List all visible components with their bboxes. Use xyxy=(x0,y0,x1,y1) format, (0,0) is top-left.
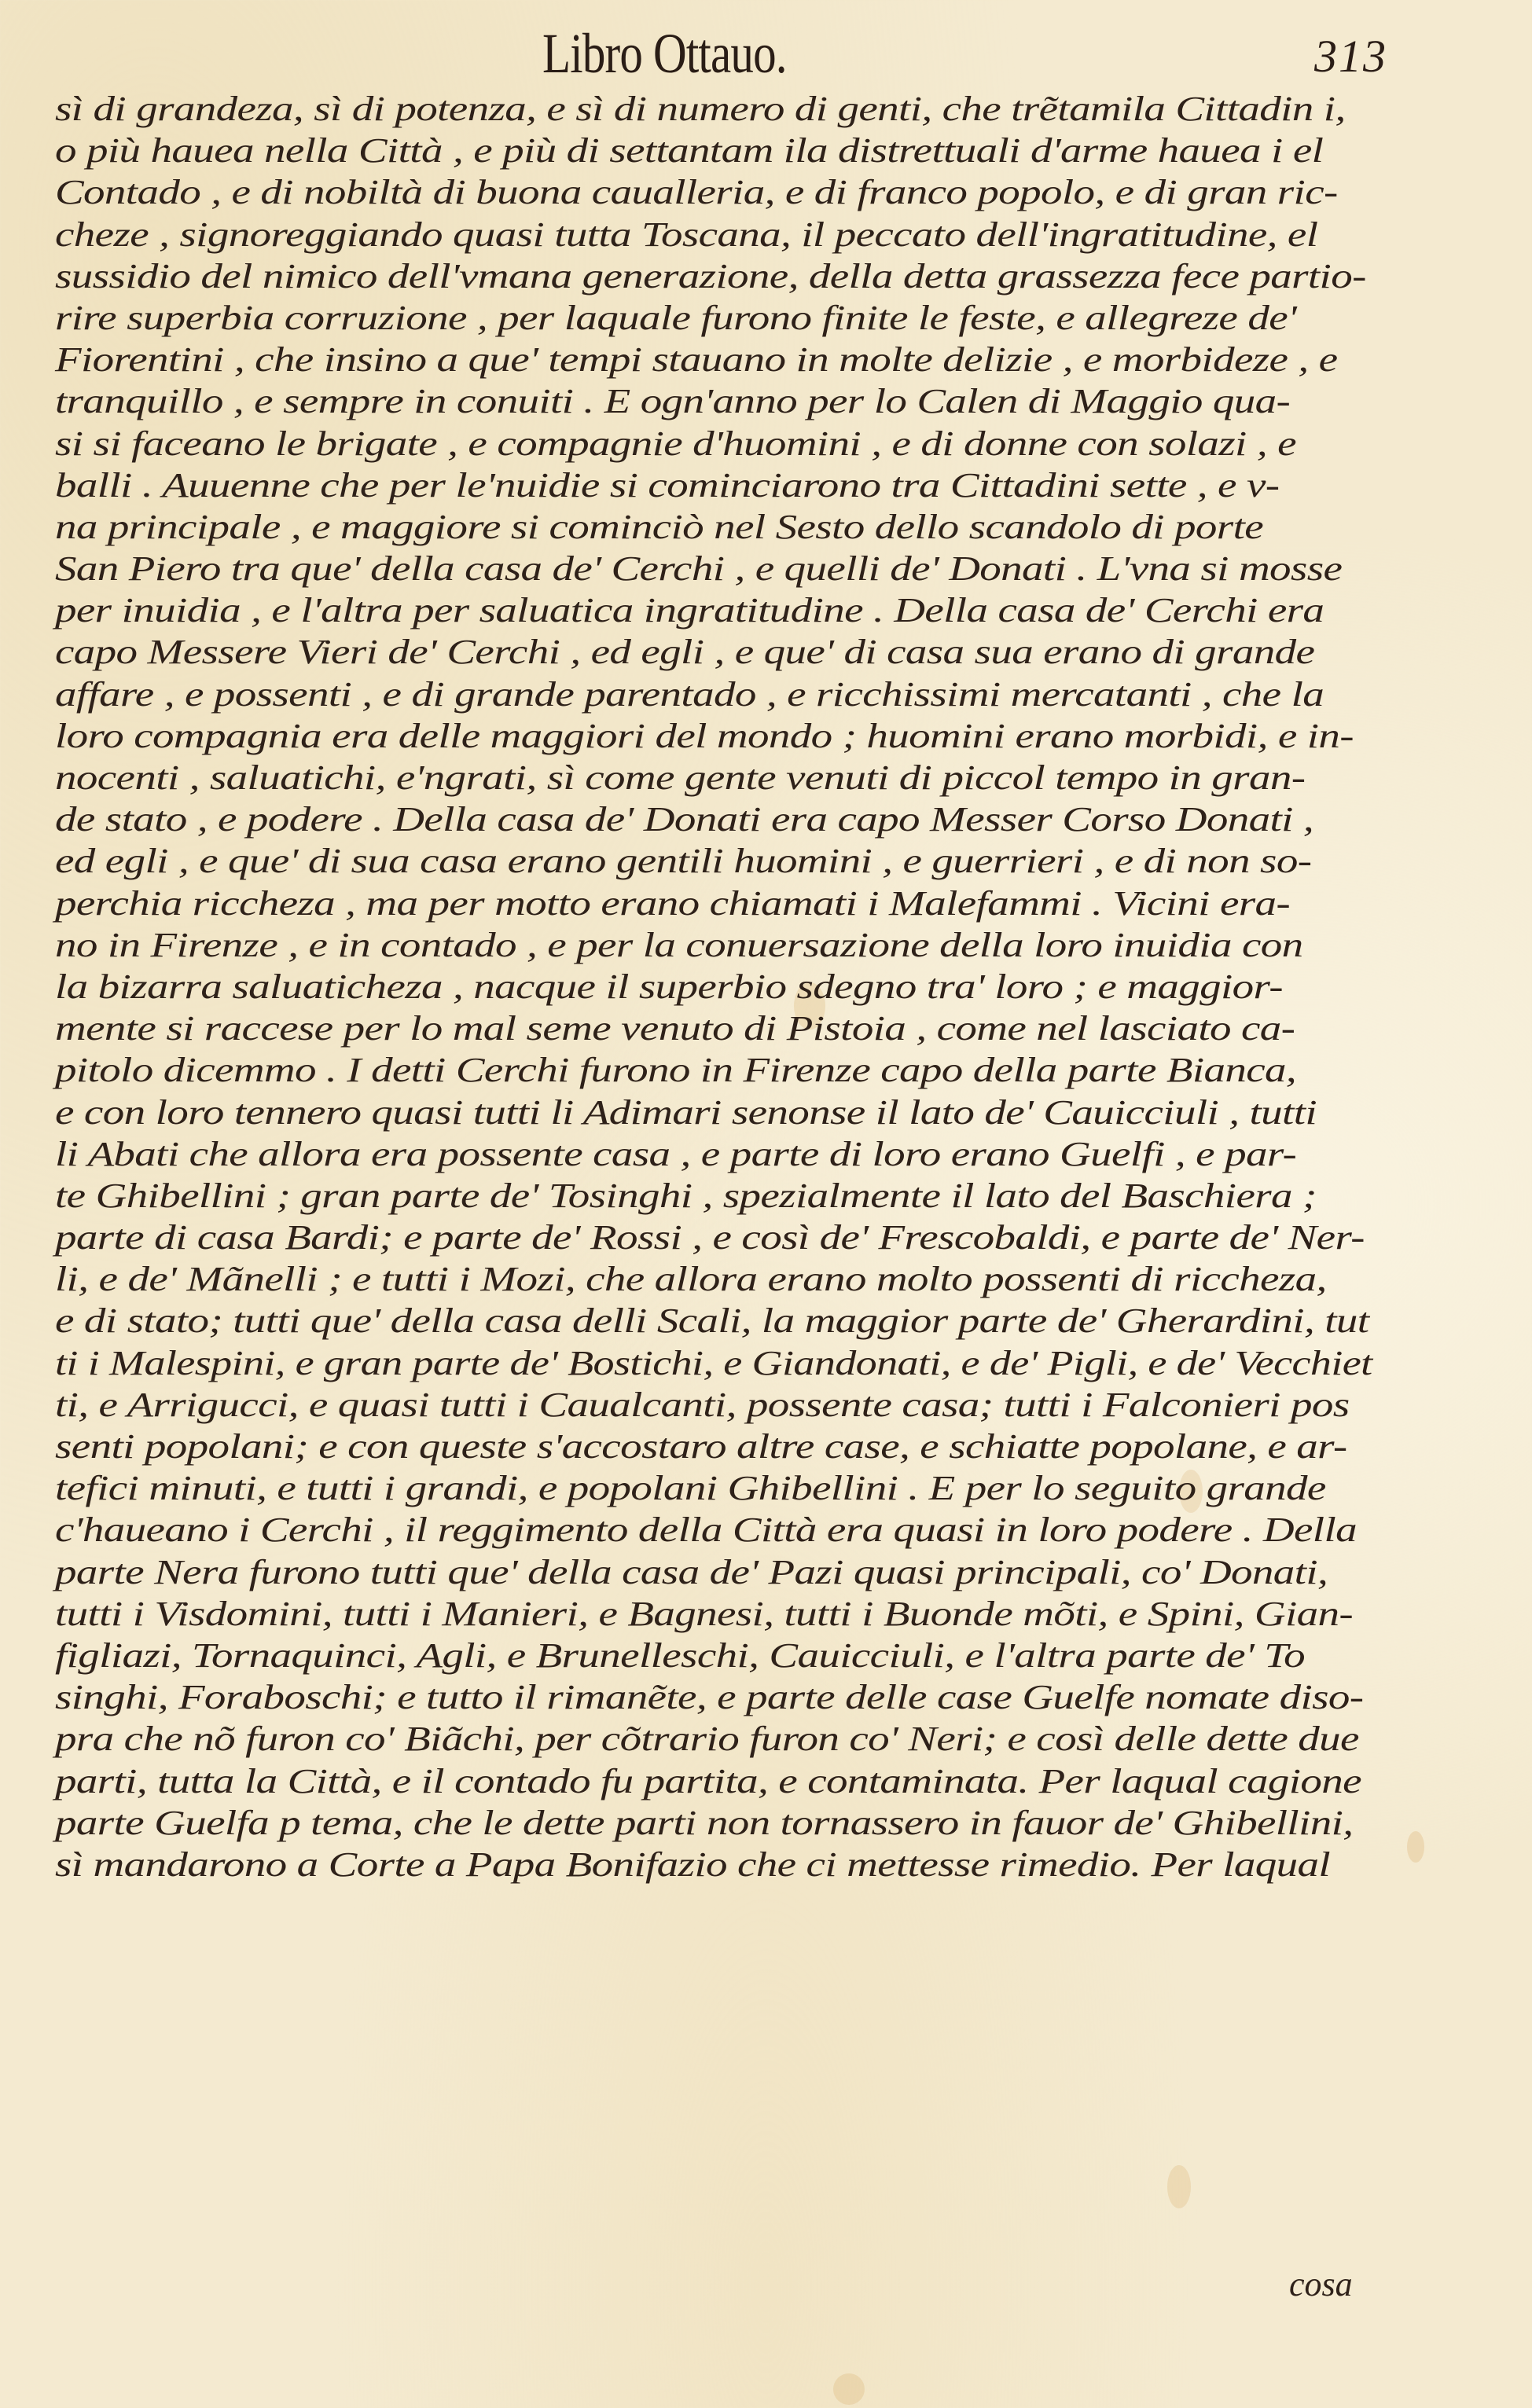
text-line: mente si raccese per lo mal seme venuto di Pistoia , come nel lasciato ca- xyxy=(55,1009,1295,1048)
text-line: e di stato; tutti que' della casa delli Scali, la maggior parte de' Gherardini, tut xyxy=(55,1301,1369,1341)
text-line: capo Messere Vieri de' Cerchi , ed egli , e que' di casa sua erano di grande xyxy=(55,633,1315,672)
text-line: San Piero tra que' della casa de' Cerchi , e quelli de' Donati . L'vna si mosse xyxy=(55,549,1343,589)
text-line: tutti i Visdomini, tutti i Manieri, e Bagnesi, tutti i Buonde mõti, e Spini, Gian- xyxy=(55,1594,1354,1633)
text-line: o più hauea nella Città , e più di settantam ila distrettuali d'arme hauea i el xyxy=(55,131,1324,171)
text-line: te Ghibellini ; gran parte de' Tosinghi , spezialmente il lato del Baschiera ; xyxy=(55,1176,1317,1215)
text-line: sussidio del nimico dell'vmana generazione, della detta grassezza fece partio- xyxy=(55,256,1366,295)
text-line: de stato , e podere . Della casa de' Donati era capo Messer Corso Donati , xyxy=(55,800,1314,839)
text-line: la bizarra saluaticheza , nacque il superbio sdegno tra' loro ; e maggior- xyxy=(55,967,1283,1006)
paper-stain xyxy=(1167,2165,1191,2208)
text-line: ti, e Arrigucci, e quasi tutti i Caualcanti, possente casa; tutti i Falconieri pos xyxy=(55,1385,1350,1424)
text-line: Fiorentini , che insino a que' tempi stauano in molte delizie , e morbideze , e xyxy=(55,340,1338,380)
text-line: singhi, Foraboschi; e tutto il rimanẽte, e parte delle case Guelfe nomate diso- xyxy=(55,1678,1364,1717)
text-line: tranquillo , e sempre in conuiti . E ogn'anno per lo Calen di Maggio qua- xyxy=(55,382,1291,421)
running-title: Libro Ottauo. xyxy=(542,22,787,85)
text-line: ti i Malespini, e gran parte de' Bostichi, e Giandonati, e de' Pigli, e de' Vecchiet xyxy=(55,1343,1372,1382)
text-line: sì di grandeza, sì di potenza, e sì di numero di genti, che trẽtamila Cittadin i, xyxy=(55,90,1346,128)
body-text xyxy=(55,88,1376,1885)
text-line: parte di casa Bardi; e parte de' Rossi , e così de' Frescobaldi, e parte de' Ner- xyxy=(55,1218,1365,1257)
text-line: e con loro tennero quasi tutti li Adimari senonse il lato de' Cauicciuli , tutti xyxy=(55,1092,1317,1132)
text-line: Contado , e di nobiltà di buona caualleria, e di franco popolo, e di gran ric- xyxy=(55,173,1338,212)
text-line: per inuidia , e l'altra per saluatica ingratitudine . Della casa de' Cerchi era xyxy=(55,591,1324,630)
text-line: na principale , e maggiore si cominciò nel Sesto dello scandolo di porte xyxy=(55,507,1264,546)
text-line: si si faceano le brigate , e compagnie d'huomini , e di donne con solazi , e xyxy=(55,424,1296,463)
text-line: rire superbia corruzione , per laquale furono finite le feste, e allegreze de' xyxy=(55,298,1297,337)
text-line: no in Firenze , e in contado , e per la conuersazione della loro inuidia con xyxy=(55,925,1303,964)
text-line: tefici minuti, e tutti i grandi, e popolani Ghibellini . E per lo seguito grande xyxy=(55,1469,1326,1508)
text-line: parte Nera furono tutti que' della casa de' Pazi quasi principali, co' Donati, xyxy=(55,1552,1328,1591)
catchword: cosa xyxy=(1289,2265,1353,2303)
text-line: parti, tutta la Città, e il contado fu partita, e contaminata. Per laqual cagione xyxy=(55,1761,1361,1800)
text-line: cheze , signoreggiando quasi tutta Toscana, il peccato dell'ingratitudine, el xyxy=(55,215,1318,254)
text-line: sì mandarono a Corte a Papa Bonifazio che ci mettesse rimedio. Per laqual xyxy=(55,1845,1331,1884)
text-line: nocenti , saluatichi, e'ngrati, sì come gente venuti di piccol tempo in gran- xyxy=(55,758,1306,797)
text-line: parte Guelfa p tema, che le dette parti non tornassero in fauor de' Ghibellini, xyxy=(55,1803,1354,1842)
text-line: c'haueano i Cerchi , il reggimento della Città era quasi in loro podere . Della xyxy=(55,1511,1357,1550)
text-line: affare , e possenti , e di grande parentado , e ricchissimi mercatanti , che la xyxy=(55,674,1324,714)
text-line: balli . Auuenne che per le'nuidie si cominciarono tra Cittadini sette , e v- xyxy=(55,465,1280,505)
text-line: li, e de' Mãnelli ; e tutti i Mozi, che allora erano molto possenti di riccheza, xyxy=(55,1260,1327,1299)
text-line: figliazi, Tornaquinci, Agli, e Brunelleschi, Cauicciuli, e l'altra parte de' To xyxy=(55,1635,1306,1675)
text-line: pra che nõ furon co' Biãchi, per cõtrario furon co' Neri; e così delle dette due xyxy=(55,1720,1359,1759)
paper-stain xyxy=(833,2373,865,2405)
page-number: 313 xyxy=(1314,31,1387,82)
text-line: perchia riccheza , ma per motto erano chiamati i Malefammi . Vicini era- xyxy=(55,883,1291,923)
text-line: li Abati che allora era possente casa , e parte di loro erano Guelfi , e par- xyxy=(55,1134,1297,1173)
text-line: senti popolani; e con queste s'accostaro altre case, e schiatte popolane, e ar- xyxy=(55,1427,1347,1466)
text-line: ed egli , e que' di sua casa erano gentili huomini , e guerrieri , e di non so- xyxy=(55,842,1312,881)
running-head xyxy=(0,22,1532,85)
text-line: pitolo dicemmo . I detti Cerchi furono in Firenze capo della parte Bianca, xyxy=(55,1051,1297,1090)
text-line: loro compagnia era delle maggiori del mondo ; huomini erano morbidi, e in- xyxy=(55,716,1354,755)
